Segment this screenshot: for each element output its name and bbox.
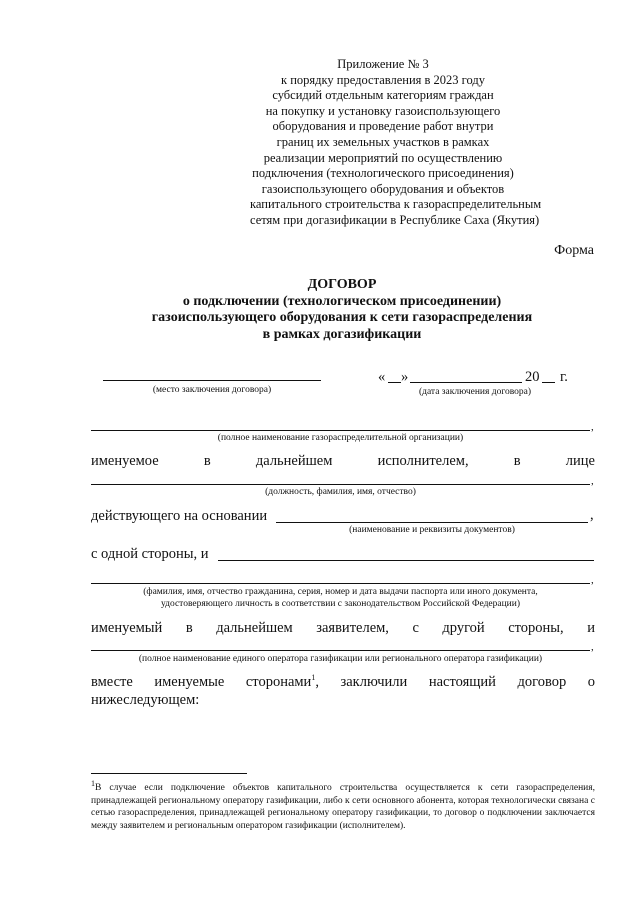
row-word: договор — [517, 674, 567, 690]
row-word: сторонами — [245, 674, 312, 690]
appendix-line: Приложение № 3 — [337, 57, 429, 71]
place-field[interactable] — [103, 380, 321, 381]
row-comma: , — [315, 674, 319, 690]
title-line: газоиспользующего оборудования к сети газораспределения — [151, 310, 533, 325]
row-word: в — [185, 620, 193, 636]
date-caption: (дата заключения договора) — [418, 387, 532, 397]
appendix-line: подключения (технологического присоединения) — [252, 166, 514, 181]
place-caption: (место заключения договора) — [152, 385, 272, 395]
citizen-first-field[interactable] — [218, 560, 594, 561]
organization-name-field[interactable] — [91, 430, 590, 431]
appendix-line: субсидий отдельным категориям граждан — [272, 88, 494, 103]
basis-comma: , — [590, 507, 594, 523]
title-line: ДОГОВОР — [307, 277, 377, 292]
date-quote-close: » — [401, 369, 409, 385]
document-title — [90, 277, 594, 343]
date-month-field[interactable] — [410, 382, 522, 383]
date-year-prefix: 20 — [525, 369, 540, 385]
concluded-line2: нижеследующем: — [91, 692, 200, 708]
row-word: с — [412, 620, 419, 636]
operator-caption: (полное наименование единого оператора газификации или регионального оператора газификации) — [138, 654, 543, 664]
title-line: в рамках догазификации — [262, 326, 422, 342]
appendix-line: газоиспользующего оборудования и объектов — [261, 181, 505, 196]
footnote-text: В случае если подключение объектов капитального строительства осуществляется к сети газораспределения, принадлежащей региональному оператору газификации, либо к сети основного абонента, которая технологически связана с сетью газораспределения, принадлежащей региональному оператору газификации, то договор о подключении заключается между заявителем и региональным оператором газификации (исполнителем). — [91, 783, 595, 831]
date-year-field[interactable] — [542, 382, 555, 383]
appendix-header — [250, 57, 542, 229]
citizen-comma: , — [591, 574, 594, 586]
appendix-line: к порядку предоставления в 2023 году — [281, 72, 485, 87]
footnote-separator — [91, 773, 247, 774]
organization-caption: (полное наименование газораспределительной организации) — [217, 433, 464, 443]
organization-comma: , — [591, 421, 594, 433]
row-word: вместе — [91, 674, 133, 690]
appendix-line: на покупку и установку газоиспользующего — [265, 103, 501, 118]
form-label: Форма — [554, 243, 594, 258]
appendix-line: границ их земельных участков в рамках — [276, 134, 490, 149]
row-word: лице — [565, 453, 595, 469]
title-line: о подключении (технологическом присоединении) — [182, 293, 502, 309]
row-word: именуемое — [91, 453, 159, 469]
date-year-suffix: г. — [560, 369, 568, 385]
executor-named-row — [91, 453, 595, 470]
row-word: в — [203, 453, 211, 469]
citizen-caption-line1: (фамилия, имя, отчество гражданина, серия, номер и дата выдачи паспорта или иного документа, — [143, 587, 538, 597]
row-word: именуемые — [154, 674, 225, 690]
footnote — [91, 778, 595, 832]
one-side-label: с одной стороны, и — [91, 546, 209, 562]
basis-caption: (наименование и реквизиты документов) — [349, 525, 515, 535]
footnote-marker: 1 — [91, 778, 95, 788]
row-word: в — [513, 453, 521, 469]
row-word-with-footnote — [246, 674, 319, 691]
position-name-field[interactable] — [91, 484, 590, 485]
row-word: настоящий — [428, 674, 496, 690]
row-word: о — [587, 674, 595, 690]
position-caption: (должность, фамилия, имя, отчество) — [265, 487, 416, 497]
row-word: заключили — [340, 674, 408, 690]
row-word: и — [587, 620, 595, 636]
citizen-full-field[interactable] — [91, 583, 590, 584]
basis-label: действующего на основании — [91, 508, 268, 524]
operator-name-field[interactable] — [91, 650, 590, 651]
row-word: стороны, — [508, 620, 564, 636]
row-word: исполнителем, — [377, 453, 469, 469]
appendix-line: сетям при догазификации в Республике Саха (Якутия) — [250, 212, 540, 227]
citizen-caption-line2: удостоверяющего личность в соответствии с законодательством Российской Федерации) — [160, 599, 521, 609]
row-word: заявителем, — [316, 620, 389, 636]
date-quote-open: « — [378, 369, 386, 385]
basis-documents-field[interactable] — [276, 522, 588, 523]
footnote-ref[interactable]: 1 — [311, 673, 316, 683]
date-day-field[interactable] — [388, 382, 401, 383]
appendix-line: оборудования и проведение работ внутри — [272, 119, 494, 134]
appendix-line: капитального строительства к газораспределительным — [250, 197, 542, 212]
appendix-line: реализации мероприятий по осуществлению — [263, 150, 503, 165]
row-word: именуемый — [91, 620, 163, 636]
row-word: дальнейшем — [255, 453, 333, 469]
concluded-row — [91, 674, 595, 691]
applicant-named-row — [91, 620, 595, 637]
operator-comma: , — [591, 641, 594, 653]
position-comma: , — [591, 475, 594, 487]
row-word: дальнейшем — [216, 620, 293, 636]
row-word: другой — [442, 620, 485, 636]
